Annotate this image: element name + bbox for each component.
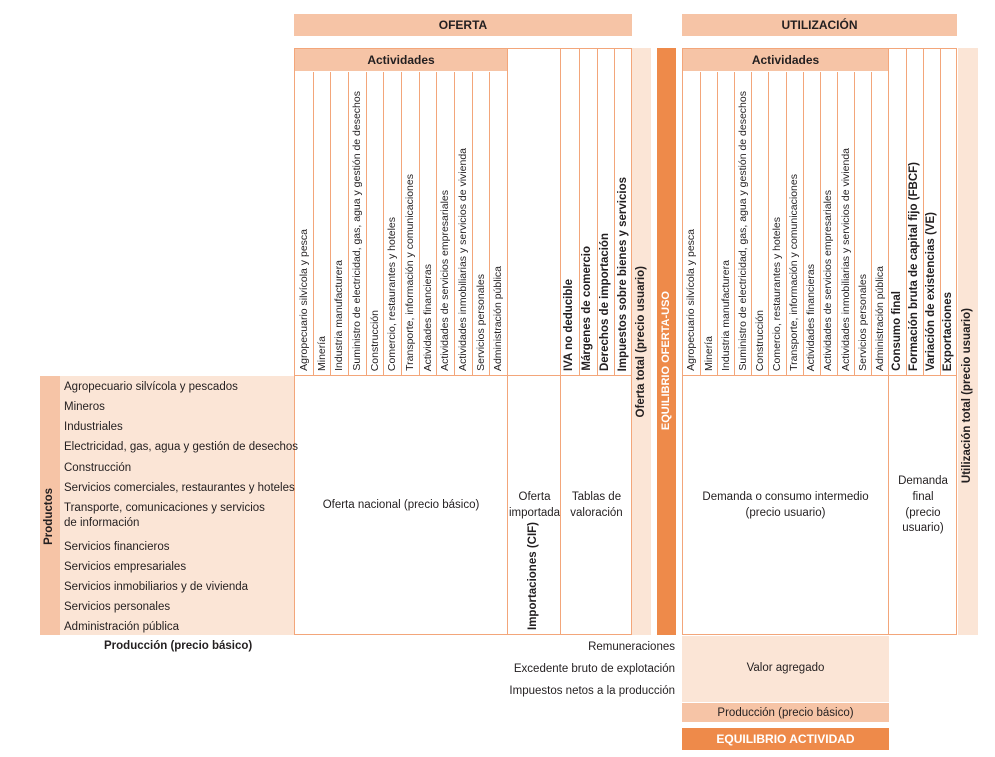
excedente-label: Excedente bruto de explotación [513, 663, 675, 675]
oferta-activity-label: Industria manufacturera [333, 260, 346, 371]
demanda-final-columns [889, 49, 957, 375]
oferta-activity-label: Servicios personales [474, 274, 487, 371]
oferta-activity-col [436, 72, 454, 375]
demanda-intermedia-cell: Demanda o consumo intermedio (precio usuario) [702, 490, 869, 519]
valoracion-col [597, 49, 615, 375]
oferta-activity-label: Construcción [368, 309, 381, 371]
utilizacion-activity-col [871, 72, 888, 375]
producto-row: Servicios financieros [64, 541, 170, 553]
oferta-nacional-cell: Oferta nacional (precio básico) [322, 498, 480, 511]
valoracion-columns [561, 49, 632, 375]
oferta-header: OFERTA [294, 14, 632, 36]
producto-row: Transporte, comunicaciones y servicios de información [64, 502, 265, 529]
oferta-activity-col [472, 72, 490, 375]
oferta-activity-col [419, 72, 437, 375]
utilizacion-header: UTILIZACIÓN [682, 14, 957, 36]
producto-row: Electricidad, gas, agua y gestión de desechos [64, 441, 298, 453]
utilizacion-activity-label: Construcción [754, 309, 767, 371]
utilizacion-activity-label: Suministro de electricidad, gas, agua y gestión de desechos [737, 91, 750, 371]
producto-row: Agropecuario silvícola y pescados [64, 381, 238, 393]
utilizacion-activity-col [751, 72, 768, 375]
utilizacion-activity-label: Actividades financieras [805, 263, 818, 371]
producto-row: Servicios personales [64, 601, 171, 613]
utilizacion-activity-label: Actividades inmobiliarias y servicios de vivienda [839, 148, 852, 371]
oferta-activity-col [454, 72, 472, 375]
demanda-final-col [906, 49, 923, 375]
demanda-final-cell: Demanda final (precio usuario) [898, 475, 948, 535]
oferta-activity-label: Actividades de servicios empresariales [439, 190, 452, 371]
oferta-activity-label: Agropecuario silvícola y pesca [297, 229, 310, 371]
produccion-right: Producción (precio básico) [682, 703, 889, 722]
oferta-activity-label: Actividades financieras [421, 263, 434, 371]
equilibrio-oferta-uso-bar [657, 48, 676, 635]
valoracion-col [614, 49, 632, 375]
demanda-final-col [923, 49, 940, 375]
oferta-activity-col [330, 72, 348, 375]
oferta-activity-label: Administración pública [492, 265, 505, 371]
utilizacion-total-column [958, 48, 978, 635]
oferta-activity-col [383, 72, 401, 375]
utilizacion-activity-col [700, 72, 717, 375]
produccion-left: Producción (precio básico) [104, 640, 253, 652]
utilizacion-activity-col [768, 72, 785, 375]
utilizacion-activity-label: Minería [702, 335, 715, 371]
oferta-activity-col [366, 72, 384, 375]
utilizacion-activity-col [837, 72, 854, 375]
utilizacion-activity-col [854, 72, 871, 375]
valoracion-label: Impuestos sobre bienes y servicios [616, 176, 629, 371]
demanda-final-label: Formación bruta de capital fijo (FBCF) [908, 162, 921, 371]
producto-row: Servicios comerciales, restaurantes y hoteles [64, 482, 295, 494]
producto-row: Administración pública [64, 621, 180, 633]
importaciones-label: Importaciones (CIF) [527, 522, 540, 630]
demanda-final-col [940, 49, 957, 375]
utilizacion-activity-label: Servicios personales [856, 274, 869, 371]
utilizacion-activity-label: Transporte, información y comunicaciones [788, 174, 801, 371]
oferta-activity-col [348, 72, 366, 375]
valor-agregado-cell: Valor agregado [682, 636, 889, 702]
producto-row: Servicios empresariales [64, 561, 187, 573]
utilizacion-activity-col [683, 72, 700, 375]
oferta-activity-col [295, 72, 313, 375]
oferta-total-label: Oferta total (precio usuario) [634, 265, 647, 417]
utilizacion-activity-label: Industria manufacturera [719, 260, 732, 371]
oferta-activity-col [313, 72, 331, 375]
oferta-activity-col [489, 72, 507, 375]
oferta-activity-columns [295, 72, 507, 375]
utilizacion-activity-col [734, 72, 751, 375]
utilizacion-activity-label: Actividades de servicios empresariales [822, 190, 835, 371]
utilizacion-activity-columns [683, 72, 888, 375]
oferta-activity-label: Minería [315, 335, 328, 371]
utilizacion-activity-label: Administración pública [873, 265, 886, 371]
utilizacion-activity-label: Agropecuario silvícola y pesca [685, 229, 698, 371]
remuneraciones-label: Remuneraciones [588, 641, 675, 653]
demanda-final-label: Consumo final [890, 291, 903, 371]
valoracion-label: Derechos de importación [599, 232, 612, 371]
oferta-total-column [632, 48, 651, 635]
utilizacion-actividades-title: Actividades [683, 49, 888, 71]
utilizacion-activity-col [717, 72, 734, 375]
producto-row: Industriales [64, 421, 123, 433]
producto-row: Construcción [64, 462, 132, 474]
valoracion-label: IVA no deducible [563, 278, 576, 371]
equilibrio-actividad-bar: EQUILIBRIO ACTIVIDAD [682, 728, 889, 750]
impuestos-netos-label: Impuestos netos a la producción [509, 685, 675, 697]
oferta-activity-label: Comercio, restaurantes y hoteles [386, 216, 399, 371]
producto-row: Mineros [64, 401, 105, 413]
demanda-final-label: Exportaciones [942, 291, 955, 371]
valoracion-col [561, 49, 579, 375]
productos-label: Productos [43, 488, 56, 545]
oferta-activity-label: Suministro de electricidad, gas, agua y gestión de desechos [351, 91, 364, 371]
utilizacion-activity-col [786, 72, 803, 375]
valoracion-col [579, 49, 597, 375]
oferta-actividades-title: Actividades [295, 49, 507, 71]
utilizacion-total-label: Utilización total (precio usuario) [961, 307, 974, 483]
utilizacion-activity-col [820, 72, 837, 375]
demanda-final-col [889, 49, 906, 375]
oferta-activity-label: Transporte, información y comunicaciones [404, 174, 417, 371]
oferta-activity-col [401, 72, 419, 375]
valoracion-label: Márgenes de comercio [581, 246, 594, 371]
utilizacion-activity-col [803, 72, 820, 375]
utilizacion-activity-label: Comercio, restaurantes y hoteles [771, 216, 784, 371]
tablas-valoracion-cell: Tablas de valoración [570, 490, 623, 519]
demanda-final-label: Variación de existencias (VE) [925, 211, 938, 371]
producto-row: Servicios inmobiliarios y de vivienda [64, 581, 249, 593]
oferta-activity-label: Actividades inmobiliarias y servicios de vivienda [457, 148, 470, 371]
oferta-importada-cell: Oferta importada [508, 490, 561, 519]
equilibrio-oferta-uso-label: EQUILIBRIO OFERTA-USO [660, 290, 672, 430]
